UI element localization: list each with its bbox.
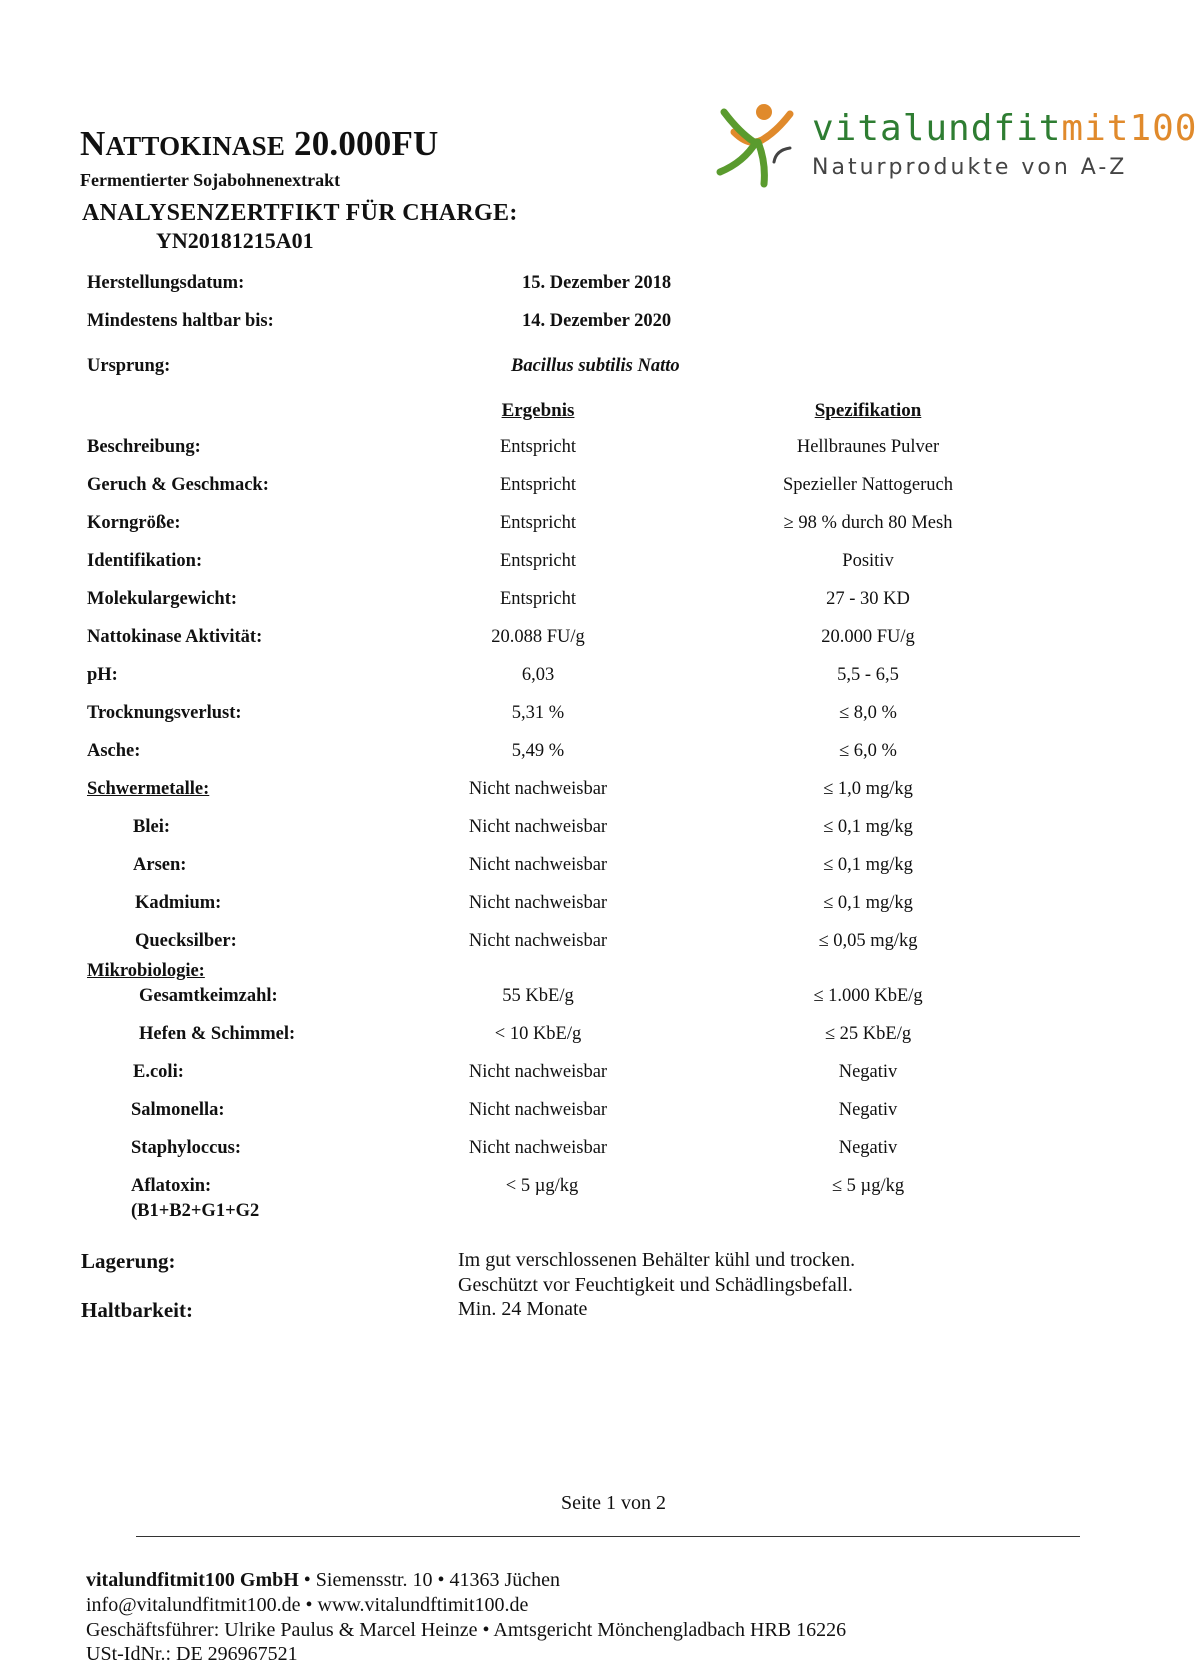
row-label: Blei: [133,817,170,837]
row-spec: 5,5 - 6,5 [837,665,899,685]
logo-wordmark: vitalundfitmit100 [812,108,1197,149]
footer-contact: info@vitalundfitmit100.de • www.vitalundftimit100.de [86,1594,529,1616]
best-before-value: 14. Dezember 2020 [522,311,672,331]
row-label: Kadmium: [135,893,222,913]
row-label: Quecksilber: [135,931,237,951]
row-label: Beschreibung: [87,437,201,457]
footer-divider [136,1536,1080,1537]
storage-label: Lagerung: [81,1249,176,1273]
shelf-life-label: Haltbarkeit: [81,1298,193,1322]
row-result: 20.088 FU/g [491,627,585,647]
row-label: Aflatoxin: [131,1176,212,1196]
row-spec: Spezieller Nattogeruch [782,475,954,495]
storage-line-2: Geschützt vor Feuchtigkeit und Schädlingsbefall. [458,1274,853,1296]
section-microbiology: Mikrobiologie: [87,961,205,981]
row-result: Entspricht [499,551,577,571]
row-label: Gesamtkeimzahl: [139,986,278,1006]
footer-vat: USt-IdNr.: DE 296967521 [86,1643,298,1665]
row-result: Entspricht [499,513,577,533]
row-result: < 10 KbE/g [494,1024,582,1044]
row-spec: ≤ 1.000 KbE/g [813,986,923,1006]
row-label: Salmonella: [131,1100,225,1120]
row-result: 6,03 [521,665,555,685]
row-result: Nicht nachweisbar [468,931,608,951]
best-before-label: Mindestens haltbar bis: [87,311,274,331]
row-label: Geruch & Geschmack: [87,475,269,495]
storage-line-1: Im gut verschlossenen Behälter kühl und trocken. [458,1249,856,1271]
row-spec: ≤ 1,0 mg/kg [823,779,913,799]
row-label: Hefen & Schimmel: [139,1024,296,1044]
row-label-line2: (B1+B2+G1+G2 [131,1201,260,1221]
manufacture-date-value: 15. Dezember 2018 [522,273,672,293]
row-result: 5,49 % [511,741,565,761]
row-spec: ≤ 6,0 % [839,741,897,761]
row-result: Nicht nachweisbar [468,779,608,799]
origin-value: Bacillus subtilis Natto [511,356,680,376]
row-spec: ≤ 0,1 mg/kg [823,855,913,875]
row-spec: Hellbraunes Pulver [796,437,940,457]
spec-column-header: Spezifikation [814,400,922,421]
document-subtitle: Fermentierter Sojabohnenextrakt [80,170,341,190]
row-spec: 27 - 30 KD [826,589,910,609]
certificate-heading: ANALYSENZERTFIKT FÜR CHARGE: [82,200,518,226]
footer-management: Geschäftsführer: Ulrike Paulus & Marcel Heinze • Amtsgericht Mönchengladbach HRB 16226 [86,1619,847,1641]
manufacture-date-label: Herstellungsdatum: [87,273,245,293]
footer-company-line [86,1569,560,1592]
row-label: Nattokinase Aktivität: [87,627,263,647]
row-result: Nicht nachweisbar [468,1062,608,1082]
row-label: Trocknungsverlust: [87,703,242,723]
shelf-life-value: Min. 24 Monate [458,1298,588,1320]
row-label: Identifikation: [87,551,203,571]
row-spec: Negativ [838,1100,898,1120]
row-result: Nicht nachweisbar [468,1138,608,1158]
row-spec: Negativ [838,1138,898,1158]
row-result: < 5 µg/kg [505,1176,579,1196]
row-spec: ≤ 25 KbE/g [824,1024,912,1044]
row-result: Nicht nachweisbar [468,893,608,913]
company-address: • Siemensstr. 10 • 41363 Jüchen [298,1569,561,1591]
row-label: Korngröße: [87,513,181,533]
row-label: Asche: [87,741,141,761]
row-spec: ≤ 5 µg/kg [831,1176,905,1196]
row-result: Nicht nachweisbar [468,855,608,875]
batch-number: YN20181215A01 [156,228,314,253]
row-spec: Negativ [838,1062,898,1082]
origin-label: Ursprung: [87,356,171,376]
result-column-header: Ergebnis [501,400,575,421]
row-result: Nicht nachweisbar [468,1100,608,1120]
row-result: Entspricht [499,475,577,495]
page-indicator: Seite 1 von 2 [561,1492,666,1514]
row-spec: ≤ 0,1 mg/kg [823,817,913,837]
section-heavy-metals: Schwermetalle: [87,779,210,799]
company-name: vitalundfitmit100 GmbH [86,1569,299,1591]
row-result: Entspricht [499,589,577,609]
row-result: Entspricht [499,437,577,457]
row-label: pH: [87,665,118,685]
document-title: NATTOKINASE 20.000FU [80,124,439,163]
row-spec: Positiv [842,551,894,571]
row-label: E.coli: [133,1062,184,1082]
row-spec: 20.000 FU/g [821,627,915,647]
logo-tagline: Naturprodukte von A-Z [812,155,1128,180]
row-spec: ≤ 8,0 % [839,703,897,723]
row-result: 5,31 % [511,703,565,723]
row-spec: ≤ 0,05 mg/kg [818,931,918,951]
row-spec: ≤ 0,1 mg/kg [823,893,913,913]
row-result: 55 KbE/g [502,986,574,1006]
row-spec: ≥ 98 % durch 80 Mesh [783,513,953,533]
row-label: Staphyloccus: [131,1138,241,1158]
row-result: Nicht nachweisbar [468,817,608,837]
row-label: Molekulargewicht: [87,589,238,609]
row-label: Arsen: [133,855,187,875]
